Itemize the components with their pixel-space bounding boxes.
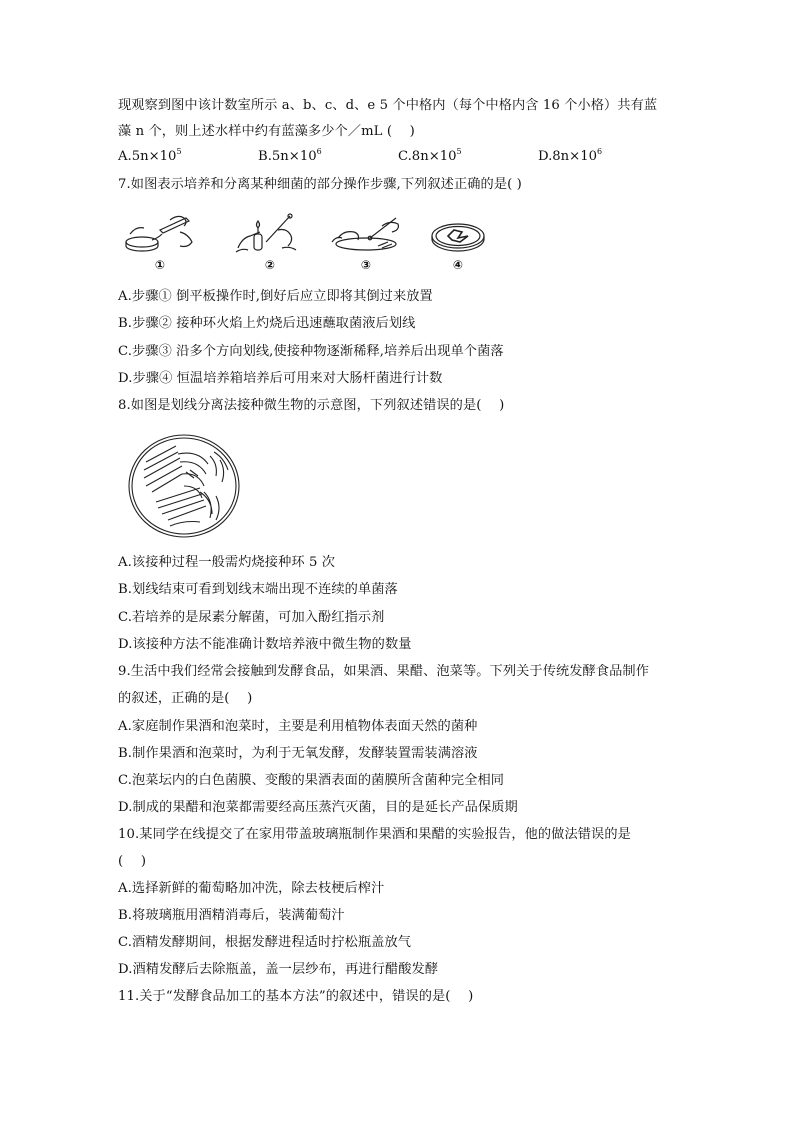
q8-option-d: D.该接种方法不能准确计数培养液中微生物的数量 <box>118 637 412 652</box>
q7-option-a: A.步骤① 倒平板操作时,倒好后应立即将其倒过来放置 <box>118 289 433 304</box>
q6-line-2: 藻 n 个，则上述水样中约有蓝藻多少个／mL ( ) <box>118 124 415 139</box>
q9-stem-line-1: 9.生活中我们经常会接触到发酵食品，如果酒、果醋、泡菜等。下列关于传统发酵食品制作 <box>118 664 649 679</box>
q9-option-b: B.制作果酒和泡菜时，为利于无氧发酵，发酵装置需装满溶液 <box>118 746 478 761</box>
q7-steps-figure <box>118 212 478 276</box>
q7-stem: 7.如图表示培养和分离某种细菌的部分操作步骤,下列叙述正确的是( ) <box>118 177 522 192</box>
q10-stem-line-1: 10.某同学在线提交了在家用带盖玻璃瓶制作果酒和果醋的实验报告，他的做法错误的是 <box>118 827 631 842</box>
q10-option-c: C.酒精发酵期间，根据发酵进程适时拧松瓶盖放气 <box>118 935 412 950</box>
streak-drawing <box>326 212 406 258</box>
q9-option-a: A.家庭制作果酒和泡菜时，主要是利用植物体表面天然的菌种 <box>118 719 478 734</box>
q10-option-d: D.酒精发酵后去除瓶盖，盖一层纱布，再进行醋酸发酵 <box>118 962 439 977</box>
q8-stem: 8.如图是划线分离法接种微生物的示意图，下列叙述错误的是( ) <box>118 398 505 413</box>
step-3-streak-figure <box>326 212 406 276</box>
q6-line-1: 现观察到图中该计数室所示 a、b、c、d、e 5 个中格内（每个中格内含 16 个小格）共有蓝 <box>118 98 658 113</box>
q7-option-d: D.步骤④ 恒温培养箱培养后可用来对大肠杆菌进行计数 <box>118 371 443 386</box>
q7-option-c: C.步骤③ 沿多个方向划线,使接种物逐渐稀释,培养后出现单个菌落 <box>118 344 504 359</box>
q6-option-a: $A.5n\times 10^5$ <box>118 147 182 164</box>
q6-option-c: $C.8n\times 10^5$ <box>398 147 462 164</box>
q10-stem-line-2: ( ) <box>118 854 147 869</box>
step-1-pour-plate-figure <box>120 212 200 276</box>
q7-option-b: B.步骤② 接种环火焰上灼烧后迅速蘸取菌液后划线 <box>118 316 416 331</box>
q11-stem: 11.关于“发酵食品加工的基本方法”的叙述中，错误的是( ) <box>118 989 474 1004</box>
step-label-2: ② <box>264 258 276 272</box>
q10-option-b: B.将玻璃瓶用酒精消毒后，装满葡萄汁 <box>118 908 345 923</box>
step-4-incubate-figure <box>418 212 498 276</box>
step-label-3: ③ <box>360 258 372 272</box>
streak-plate-drawing <box>126 432 242 540</box>
q6-option-b: $B.5n\times 10^6$ <box>258 147 322 164</box>
q8-option-a: A.该接种过程一般需灼烧接种环 5 次 <box>118 555 336 570</box>
streak-plate-figure <box>126 432 242 540</box>
q6-option-d: $D.8n\times 10^6$ <box>538 147 603 164</box>
q9-stem-line-2: 的叙述，正确的是( ) <box>118 691 253 706</box>
petri-dish-drawing <box>418 212 498 258</box>
step-label-1: ① <box>154 258 166 272</box>
flame-loop-drawing <box>230 212 310 258</box>
q6-options <box>118 149 678 167</box>
q9-option-d: D.制成的果醋和泡菜都需要经高压蒸汽灭菌，目的是延长产品保质期 <box>118 800 518 815</box>
step-2-flame-loop-figure <box>230 212 310 276</box>
q10-option-a: A.选择新鲜的葡萄略加冲洗，除去枝梗后榨汁 <box>118 881 385 896</box>
q9-option-c: C.泡菜坛内的白色菌膜、变酸的果酒表面的菌膜所含菌种完全相同 <box>118 773 505 788</box>
q8-option-b: B.划线结束可看到划线末端出现不连续的单菌落 <box>118 582 398 597</box>
step-label-4: ④ <box>452 258 464 272</box>
q8-option-c: C.若培养的是尿素分解菌，可加入酚红指示剂 <box>118 610 385 625</box>
pour-plate-drawing <box>120 212 200 258</box>
